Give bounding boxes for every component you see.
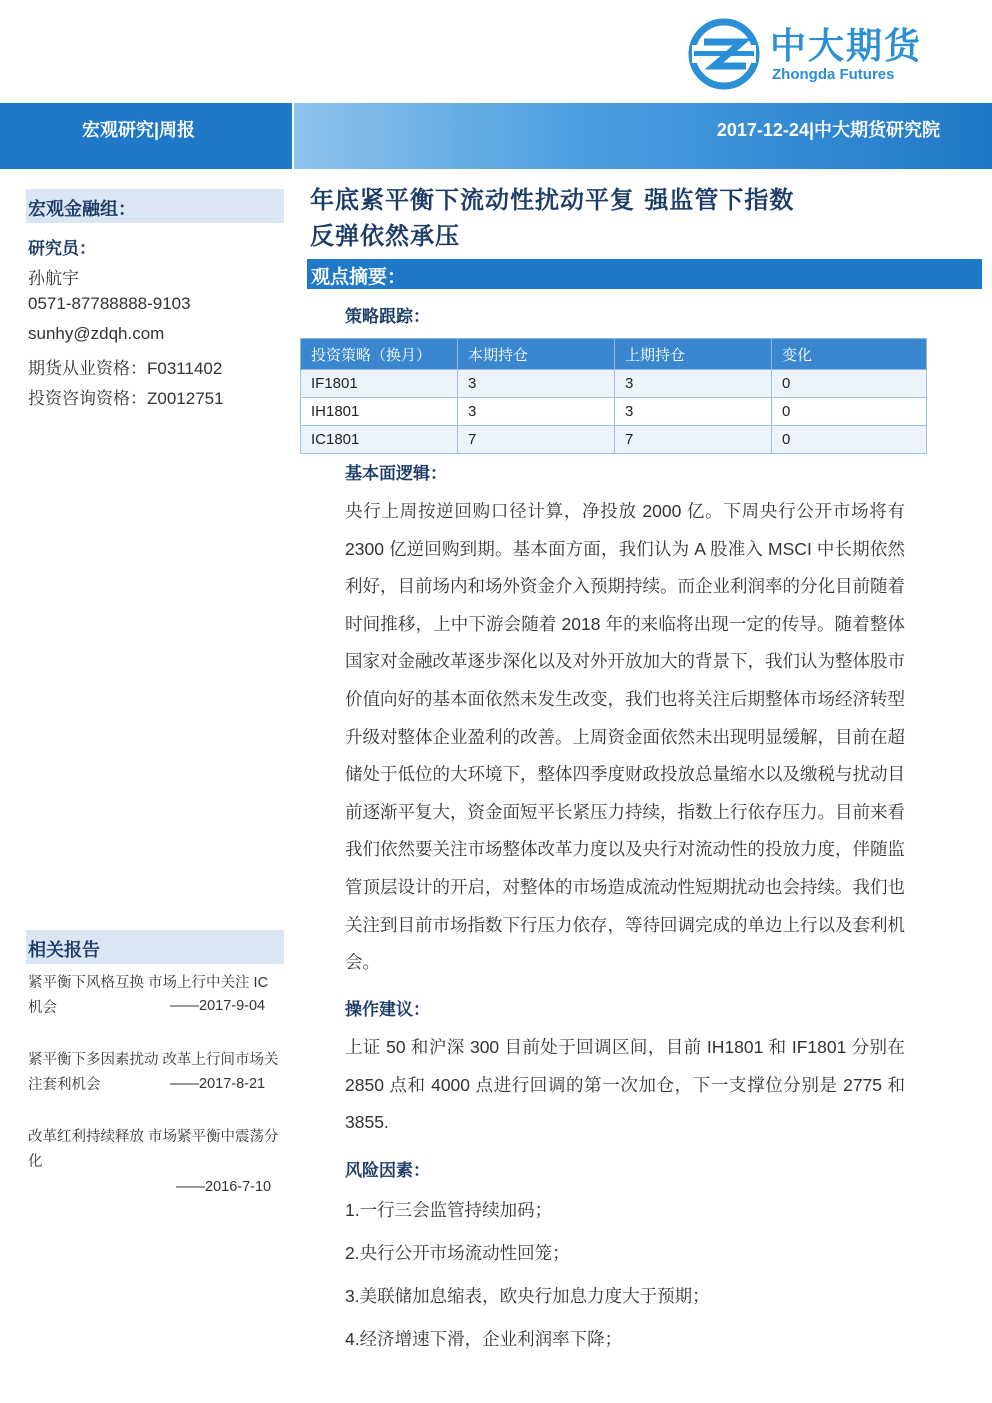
futures-qualification: 期货从业资格：F0311402 — [28, 359, 223, 378]
table-cell: 3 — [615, 370, 772, 398]
risk-item: 4.经济增速下滑，企业利润率下降； — [345, 1329, 623, 1349]
risk-item: 3.美联储加息缩表，欧央行加息力度大于预期； — [345, 1286, 710, 1306]
related-report-3-date: ——2016-7-10 — [176, 1179, 272, 1195]
logo-chinese-name: 中大期货 — [770, 25, 923, 66]
table-header-cell: 本期持仓 — [458, 339, 615, 370]
risk-heading: 风险因素： — [345, 1161, 430, 1180]
table-cell: 0 — [772, 370, 927, 398]
group-title: 宏观金融组： — [28, 199, 136, 219]
researcher-phone: 0571-87788888-9103 — [28, 294, 191, 313]
operation-paragraph: 上证 50 和沪深 300 目前处于回调区间，目前 IH1801 和 IF1801 分别在 2850 点和 4000 点进行回调的第一次加仓，下一支撑位分别是 2775 和 3855. — [345, 1037, 905, 1133]
table-cell: 3 — [458, 370, 615, 398]
table-header-cell: 上期持仓 — [615, 339, 772, 370]
strategy-heading: 策略跟踪： — [345, 307, 430, 326]
sidebar-group-heading — [26, 189, 284, 223]
summary-section-title: 观点摘要： — [311, 266, 407, 288]
report-title-line-2: 反弹依然承压 — [310, 221, 460, 250]
table-header-cell: 投资策略（换月） — [301, 339, 458, 370]
table-row — [301, 426, 927, 454]
report-title-line-1: 年底紧平衡下流动性扰动平复 强监管下指数 — [310, 185, 795, 214]
operation-heading: 操作建议： — [345, 1000, 430, 1019]
table-cell: 7 — [615, 426, 772, 454]
fundamental-paragraph: 央行上周按逆回购口径计算，净投放 2000 亿。下周央行公开市场将有 2300 亿逆回购到期。基本面方面，我们认为 A 股准入 MSCI 中长期依然利好，目前场内和场外资金介入预期持续。而企业利润率的分化目前随着时间推移，上中下游会随着 2018 年的来临将出现一定的传导。随着整体国家对金融改革逐步深化以及对外开放加大的背景下，我们认为整体股市价值向好的基本面依然未发生改变，我们也将关注后期整体市场经济转型升级对整体企业盈利的改善。上周资金面依然未出现明显缓解，目前在超储处于低位的大环境下，整体四季度财政投放总量缩水以及缴税与扰动目前逐渐平复大，资金面短平长紧压力持续，指数上行依存压力。目前来看我们依然要关注市场整体改革力度以及央行对流动性的投放力度，伴随监管顶层设计的开启，对整体的市场造成流动性短期扰动也会持续。我们也关注到目前市场指数下行压力依存，等待回调完成的单边上行以及套利机会。 — [345, 501, 905, 973]
related-report-3[interactable]: 改革红利持续释放 市场紧平衡中震荡分化 — [28, 1129, 279, 1170]
table-header-row — [301, 339, 927, 370]
zhongda-logo-icon — [688, 18, 760, 90]
report-date-source: 2017-12-24|中大期货研究院 — [716, 120, 940, 140]
researcher-label: 研究员： — [28, 239, 96, 258]
summary-section-bar — [307, 259, 982, 289]
related-reports-heading — [26, 930, 284, 964]
related-report-2[interactable]: 紧平衡下多因素扰动 改革上行间市场关注套利机会 — [28, 1052, 279, 1093]
fundamental-heading: 基本面逻辑： — [345, 464, 447, 483]
researcher-name: 孙航宇 — [28, 269, 79, 288]
researcher-email: sunhy@zdqh.com — [28, 324, 165, 343]
table-cell: 3 — [615, 398, 772, 426]
table-cell: IH1801 — [301, 398, 458, 426]
table-cell: 7 — [458, 426, 615, 454]
company-logo — [688, 14, 938, 92]
table-cell: IC1801 — [301, 426, 458, 454]
related-reports-title: 相关报告 — [28, 940, 100, 960]
related-report-1-date: ——2017-9-04 — [170, 998, 266, 1014]
risk-item: 2.央行公开市场流动性回笼； — [345, 1243, 570, 1263]
table-header-cell: 变化 — [772, 339, 927, 370]
table-cell: 0 — [772, 426, 927, 454]
table-row — [301, 370, 927, 398]
table-cell: 0 — [772, 398, 927, 426]
table-cell: 3 — [458, 398, 615, 426]
table-row — [301, 398, 927, 426]
risk-item: 1.一行三会监管持续加码； — [345, 1200, 553, 1220]
advisory-qualification: 投资咨询资格：Z0012751 — [28, 389, 224, 408]
strategy-table — [300, 338, 927, 454]
related-report-2-date: ——2017-8-21 — [170, 1076, 266, 1092]
report-category: 宏观研究|周报 — [82, 120, 196, 140]
table-cell: IF1801 — [301, 370, 458, 398]
related-report-1[interactable]: 紧平衡下风格互换 市场上行中关注 IC 机会 — [28, 975, 269, 1016]
logo-english-name: Zhongda Futures — [772, 66, 895, 83]
